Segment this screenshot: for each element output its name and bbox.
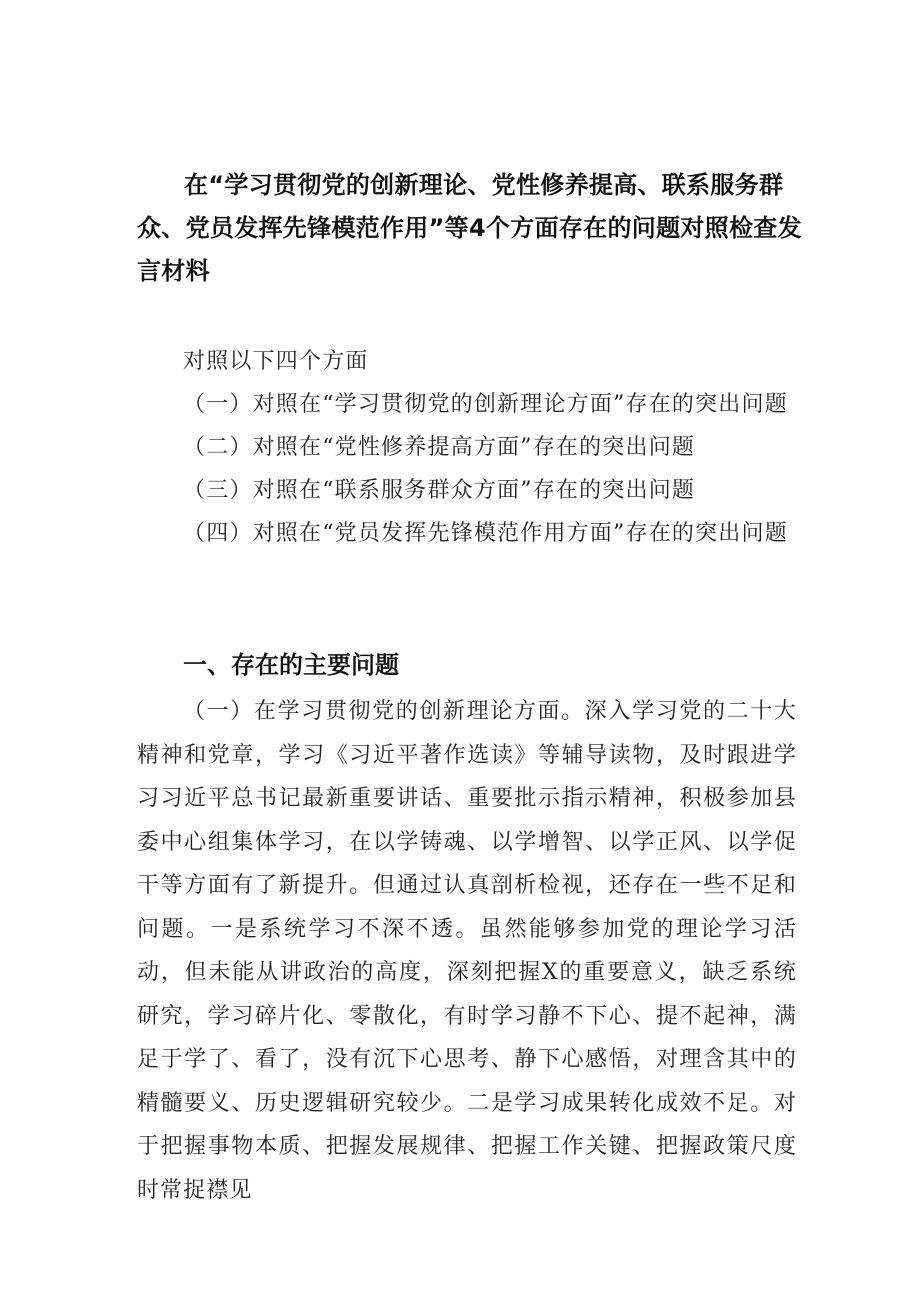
intro-item-2: （二）对照在“党性修养提高方面”存在的突出问题: [183, 435, 696, 460]
document-title: 在“学习贯彻党的创新理论、党性修养提高、联系服务群众、党员发挥先锋模范作用”等4个方面存在的问题对照检查发言材料: [137, 171, 802, 285]
intro-item-3: （三）对照在“联系服务群众方面”存在的突出问题: [183, 478, 696, 503]
intro-list: [137, 340, 797, 555]
intro-line: 对照以下四个方面: [183, 349, 369, 374]
body-paragraph: （一）在学习贯彻党的创新理论方面。深入学习党的二十大精神和党章，学习《习近平著作选读》等辅导读物，及时跟进学习习近平总书记最新重要讲话、重要批示指示精神，积极参加县委中心组集体学习，在以学铸魂、以学增智、以学正风、以学促干等方面有了新提升。但通过认真剖析检视，还存在一些不足和问题。一是系统学习不深不透。虽然能够参加党的理论学习活动，但未能从讲政治的高度，深刻把握X的重要意义，缺乏系统研究，学习碎片化、零散化，有时学习静不下心、提不起神，满足于学了、看了，没有沉下心思考、静下心感悟，对理含其中的精髓要义、历史逻辑研究较少。二是学习成果转化成效不足。对于把握事物本质、把握发展规律、把握工作关键、把握政策尺度时常捉襟见: [137, 699, 797, 1203]
intro-item-4: （四）对照在“党员发挥先锋模范作用方面”存在的突出问题: [183, 521, 788, 546]
intro-item-1: （一）对照在“学习贯彻党的创新理论方面”存在的突出问题: [183, 392, 788, 417]
section-heading: 一、存在的主要问题: [183, 651, 399, 679]
